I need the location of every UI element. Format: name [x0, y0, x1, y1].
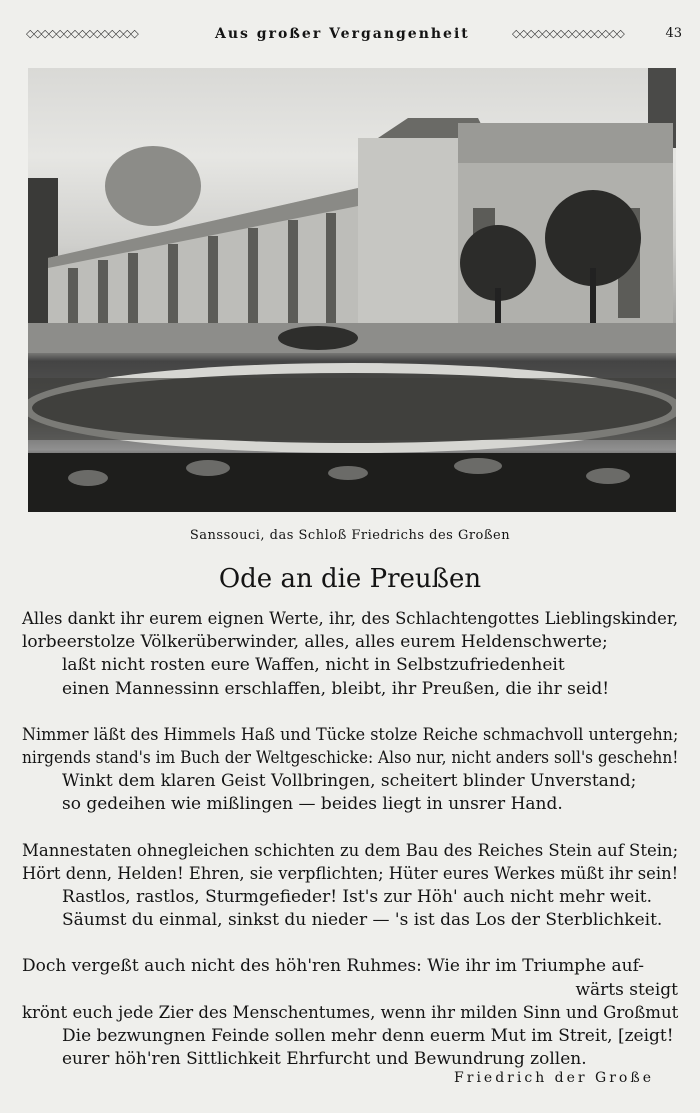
verse-line: Winkt dem klaren Geist Vollbringen, scheitert blinder Unverstand; — [62, 771, 637, 792]
verse-line: krönt euch jede Zier des Menschentumes, wenn ihr milden Sinn und Großmut — [22, 1002, 679, 1023]
poem-body — [22, 608, 678, 1094]
stanza — [22, 840, 678, 933]
verse-line: lorbeerstolze Völkerüberwinder, alles, alles eurem Heldenschwerte; — [22, 632, 608, 653]
verse-line: Säumst du einmal, sinkst du nieder — 's ist das Los der Sterblichkeit. — [62, 910, 663, 931]
verse-line: Mannestaten ohnegleichen schichten zu dem Bau des Reiches Stein auf Stein; — [22, 840, 679, 861]
verse-line: Hört denn, Helden! Ehren, sie verpflichten; Hüter eures Werkes müßt ihr sein! — [22, 863, 679, 884]
verse-line: Doch vergeßt auch nicht des höh'ren Ruhmes: Wie ihr im Triumphe auf- — [22, 956, 644, 977]
ornament-left: ◇◇◇◇◇◇◇◇◇◇◇◇◇◇◇ — [26, 27, 138, 40]
verse-line: einen Mannessinn erschlaffen, bleibt, ihr Preußen, die ihr seid! — [62, 678, 610, 699]
verse-line: Nimmer läßt des Himmels Haß und Tücke stolze Reiche schmachvoll untergehn; — [22, 724, 679, 745]
sanssouci-photo — [28, 68, 676, 512]
verse-line: Die bezwungnen Feinde sollen mehr denn euerm Mut im Streit, [zeigt! — [62, 1026, 674, 1047]
stanza — [22, 724, 678, 817]
poem-author: Friedrich der Große — [454, 1070, 654, 1086]
verse-line: Alles dankt ihr eurem eignen Werte, ihr, des Schlachtengottes Lieblingskinder, — [22, 609, 679, 629]
running-title: Aus großer Vergangenheit — [215, 26, 470, 42]
verse-line: eurer höh'ren Sittlichkeit Ehrfurcht und Bewundrung zollen. — [62, 1049, 587, 1070]
ornament-right: ◇◇◇◇◇◇◇◇◇◇◇◇◇◇◇ — [512, 27, 624, 40]
verse-line: laßt nicht rosten eure Waffen, nicht in Selbstzufriedenheit — [62, 655, 565, 676]
verse-line: wärts steigt — [575, 979, 678, 1000]
verse-line: Rastlos, rastlos, Sturmgefieder! Ist's zur Höh' auch nicht mehr weit. — [62, 887, 653, 908]
running-header — [0, 24, 700, 46]
figure-caption: Sanssouci, das Schloß Friedrichs des Großen — [189, 528, 511, 543]
stanza — [22, 608, 678, 701]
poem-title: Ode an die Preußen — [218, 564, 482, 594]
verse-line: nirgends stand's im Buch der Weltgeschicke: Also nur, nicht anders soll's geschehn! — [22, 748, 679, 769]
stanza — [22, 955, 678, 1071]
page-number: 43 — [665, 26, 682, 41]
verse-line: so gedeihen wie mißlingen — beides liegt in unsrer Hand. — [62, 794, 563, 815]
